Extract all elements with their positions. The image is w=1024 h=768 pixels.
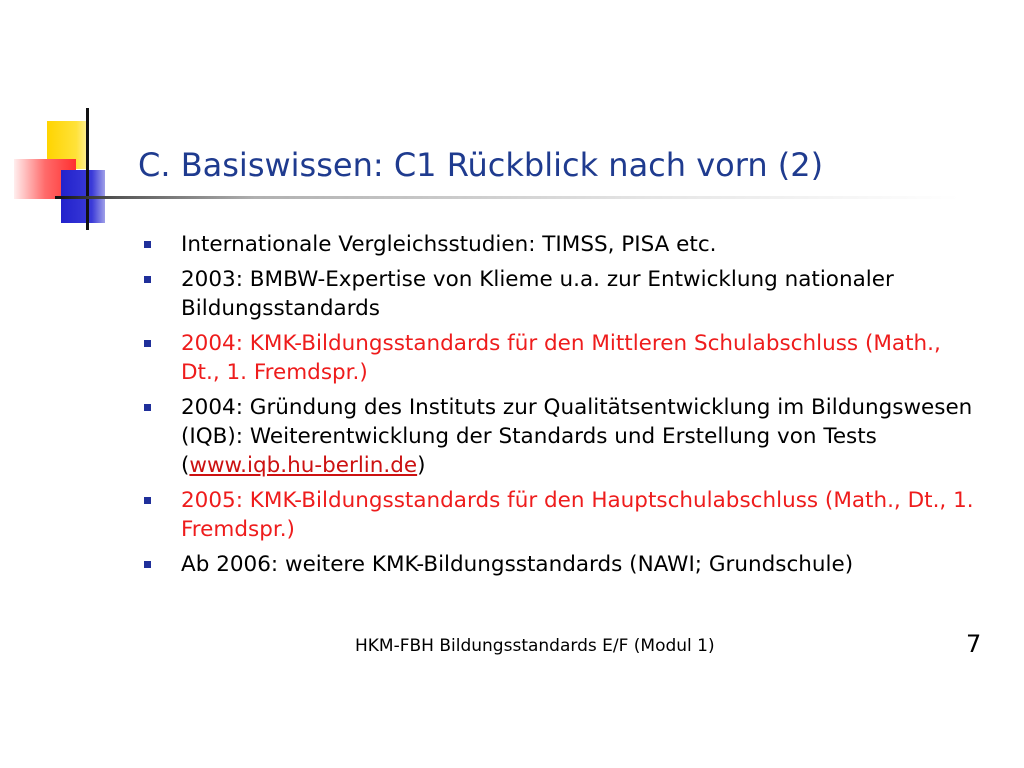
bullet-text: Internationale Vergleichsstudien: TIMSS, PISA etc.: [181, 232, 717, 257]
slide-footer: HKM-FBH Bildungsstandards E/F (Modul 1): [355, 636, 715, 656]
bullet-item-highlighted: [144, 486, 984, 544]
bullet-text: 2005: KMK-Bildungsstandards für den Hauptschulabschluss (Math., Dt., 1. Fremdspr.): [181, 488, 974, 542]
bullet-text: Ab 2006: weitere KMK-Bildungsstandards (NAWI; Grundschule): [181, 552, 854, 577]
bullet-marker-icon: [144, 340, 151, 347]
slide-title: C. Basiswissen: C1 Rückblick nach vorn (2): [138, 146, 824, 184]
bullet-item: [144, 550, 984, 579]
bullet-marker-icon: [144, 404, 151, 411]
bullet-item: [144, 393, 984, 480]
bullet-text-after-link: ): [417, 453, 426, 478]
bullet-marker-icon: [144, 276, 151, 283]
bullet-item: [144, 265, 984, 323]
bullet-marker-icon: [144, 561, 151, 568]
bullet-item: [144, 230, 984, 259]
bullet-marker-icon: [144, 497, 151, 504]
bullet-list: [144, 230, 984, 585]
bullet-text-before-link: 2004: Gründung des Instituts zur Qualitätsentwicklung im Bildungswesen (IQB): Weiterentwicklung der Standards und Erstellung von Tests (: [181, 395, 973, 478]
page-number: 7: [966, 630, 982, 658]
bullet-text: 2004: KMK-Bildungsstandards für den Mittleren Schulabschluss (Math., Dt., 1. Fremdspr.): [181, 331, 941, 385]
bullet-marker-icon: [144, 241, 151, 248]
logo-vertical-line: [86, 108, 89, 230]
bullet-text: 2003: BMBW-Expertise von Klieme u.a. zur Entwicklung nationaler Bildungsstandards: [181, 267, 894, 321]
title-underline: [55, 196, 960, 199]
iqb-website-link[interactable]: www.iqb.hu-berlin.de: [189, 453, 418, 478]
bullet-item-highlighted: [144, 329, 984, 387]
